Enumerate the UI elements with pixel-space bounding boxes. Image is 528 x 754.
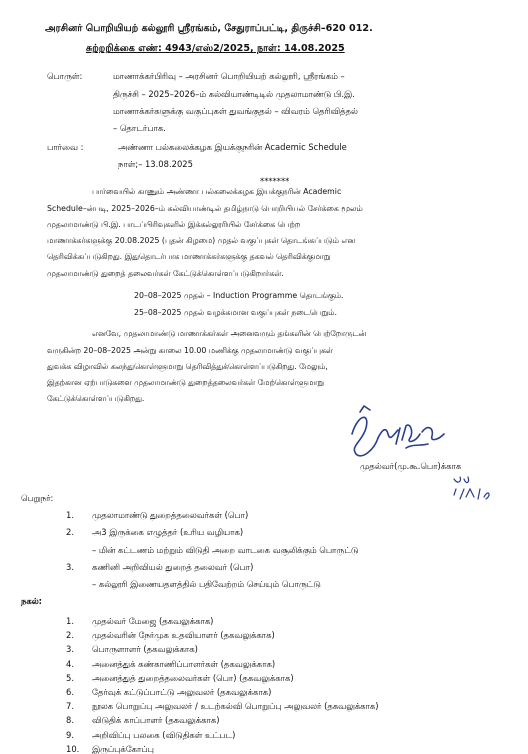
- reference-line-1: அண்ணா பல்கலைக்கழக இயக்குநரின் Academic Schedule: [118, 142, 347, 152]
- para2-line-1: எனவே, முதலாமாண்டு மாணாக்கர்கள் அனைவரும் தங்களின் பெற்றோருடன்: [92, 329, 367, 338]
- recipient-3-num: 3.: [66, 562, 74, 572]
- reference-label: பார்வை :: [47, 142, 84, 152]
- para1-line-5: தெரிவிக்கப்படுகிறது. இதுதொடர்பாக மாணாக்கர்களுக்கு தகவல் தெரிவிக்குமாறு: [47, 252, 331, 261]
- copy-item-num: 2.: [66, 630, 74, 641]
- para1-line-4: மாணாக்கர்களுக்கு 20.08.2025 (புதன் கிழமை) முதல் வகுப்புகள் தொடங்கப்படும் என: [47, 236, 356, 245]
- copy-item-text: முதல்வர் மேஜை (தகவலுக்காக): [92, 616, 214, 626]
- subject-label: பொருள்:: [47, 71, 83, 81]
- recipient-1-text: முதலாமாண்டு துறைத்தலைவர்கள் (பொ): [92, 510, 249, 520]
- recipient-2-text: அ3 இருக்கை எழுத்தர் (உரிய வழியாக): [92, 527, 244, 537]
- recipient-2-note: – மின் கட்டணம் மற்றும் விடுதி அறை வாடகை வசூலிக்கும் பொருட்டு: [92, 545, 359, 555]
- separator: *******: [260, 176, 290, 186]
- schedule-line-1: 20–08–2025 முதல் – Induction Programme தொடங்கும்.: [134, 291, 344, 300]
- copies-label: நகல்:: [21, 596, 43, 606]
- handwritten-initials: [450, 475, 494, 515]
- college-title: அரசினர் பொறியியற் கல்லூரி ஸ்ரீரங்கம், சேதுராப்பட்டி, திருச்சி–620 012.: [45, 23, 373, 34]
- copy-item-num: 3.: [66, 644, 74, 655]
- para2-line-4: இதற்கான ஏற்பாடுகளை முதலாமாண்டு துறைத்தலைவர்கள் மேற்கொள்ளுமாறு: [47, 378, 324, 387]
- para1-line-6: முதலாமாண்டு துறைத் தலைவர்கள் கேட்டுக்கொள்ளப்படுகிறார்கள்.: [47, 269, 284, 278]
- copy-item-num: 6.: [66, 687, 74, 697]
- copy-item-text: அனைத்துத் துறைத்தலைவர்கள் (பொ) (தகவலுக்காக): [92, 672, 294, 683]
- recipient-1-num: 1.: [66, 510, 74, 520]
- subject-line-3: மாணாக்கர்களுக்கு வகுப்புகள் துவங்குதல் – விவரம் தெரிவித்தல்: [113, 106, 358, 116]
- copy-item-text: இருப்புக்கோப்பு: [92, 743, 154, 754]
- copy-item-text: பொருளாளர் (தகவலுக்காக): [92, 644, 198, 655]
- copy-item-text: விடுதிக் காப்பாளர் (தகவலுக்காக): [92, 715, 220, 726]
- copy-item-text: அனைத்துக் கண்காணிப்பாளர்கள் (தகவலுக்காக): [92, 658, 276, 669]
- copy-item-num: 4.: [66, 658, 74, 669]
- reference-line-2: நாள்;– 13.08.2025: [118, 159, 193, 169]
- copy-item-text: முதல்வரின் நேர்முக உதவியாளர் (தகவலுக்காக): [92, 630, 275, 641]
- para2-line-3: துவக்க விழாவில் கலந்துகொள்ளுமாறு தெரிவித்துக்கொள்ளப்படுகிறது. மேலும்,: [47, 362, 328, 371]
- copy-item-num: 5.: [66, 672, 74, 683]
- copy-item-text: அறிவிப்பு பலகை (விடுதிகள் உட்பட): [92, 729, 236, 740]
- recipient-3-text: கணினி அறிவியல் துறைத் தலைவர் (பொ): [92, 562, 254, 572]
- copy-item-num: 10.: [66, 743, 80, 754]
- para1-line-1: பார்வையில் காணும் அண்ணா பல்கலைக்கழக இயக்குநரின் Academic: [92, 187, 342, 196]
- subject-line-1: மாணாக்கர்பிரிவு – அரசினர் பொறியியற் கல்லூரி, ஸ்ரீரங்கம் –: [113, 71, 345, 81]
- subject-line-4: – தொடர்பாக.: [113, 123, 166, 133]
- para1-line-2: Schedule–ன்படி, 2025–2026–ம் கல்வியாண்டில் தமிழ்நாடு பொறியியல் சேர்க்கை மூலம்: [47, 204, 363, 213]
- copy-item-num: 7.: [66, 701, 74, 712]
- recipient-2-num: 2.: [66, 527, 74, 537]
- para2-line-2: வருகின்ற 20–08–2025 அன்று காலை 10.00 மணிக்கு முதலாமாண்டு வகுப்புகள்: [47, 346, 333, 355]
- recipient-3-note: – கல்லூரி இணையதளத்தில் பதிவேற்றம் செய்யும் பொருட்டு: [92, 579, 321, 589]
- para2-line-5: கேட்டுக்கொள்ளப்படுகிறது.: [47, 394, 145, 403]
- recipients-label: பெறுநர்:: [21, 493, 54, 503]
- copy-item-num: 9.: [66, 729, 74, 740]
- signatory-designation: முதல்வர்(மு.கூ.பொ)க்காக: [360, 461, 462, 471]
- para1-line-3: முதலாமாண்டு பி.இ. பாடப்பிரிவுகளில் இக்கல்லூரியில் சேர்க்கை பெற்ற: [47, 220, 301, 229]
- copy-item-text: நூலக பொறுப்பு அலுவலர் / உடற்கல்வி பொறுப்பு அலுவலர் (தகவலுக்காக): [92, 701, 379, 712]
- copy-item-num: 8.: [66, 715, 74, 726]
- circular-number: சுற்றறிக்கை எண்: 4943/எஸ்2/2025, நாள்: 14.08.2025: [86, 43, 345, 54]
- copy-item-text: தேர்வுக் கட்டுப்பாட்டு அலுவலர் (தகவலுக்காக): [92, 687, 272, 697]
- subject-line-2: திருச்சி – 2025–2026–ம் கல்வியாண்டிடில் முதலாமாண்டு பி.இ.: [113, 89, 355, 99]
- copy-item-num: 1.: [66, 616, 74, 626]
- schedule-line-2: 25–08–2025 முதல் வழக்கமான வகுப்புகள் நடைபெறும்.: [134, 308, 337, 317]
